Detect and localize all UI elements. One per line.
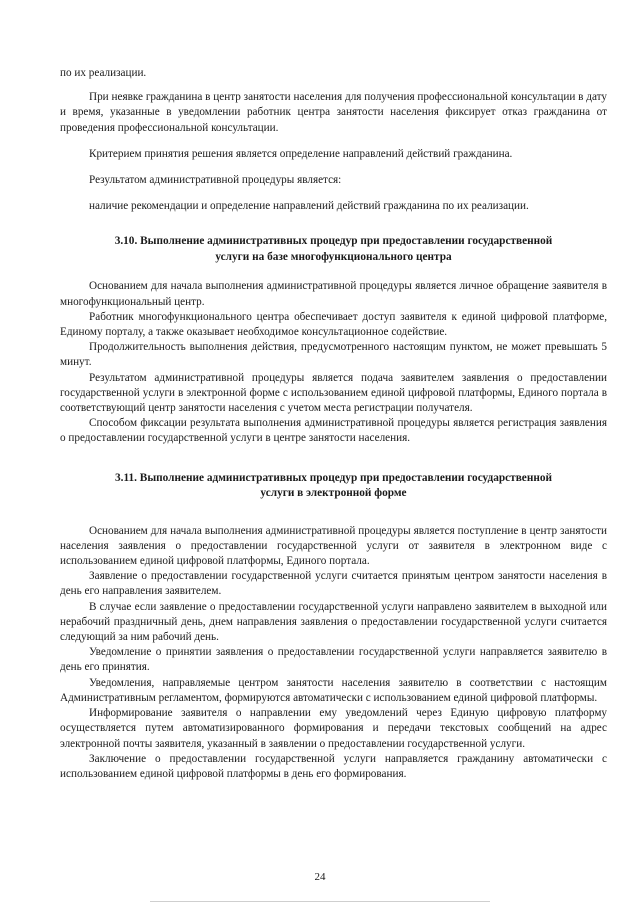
section-heading-3-10: 3.10. Выполнение административных процедур при предоставлении государственной услуги на базе многофункционального центра (114, 235, 553, 263)
paragraph-3-11-inform: Информирование заявителя о направлении ему уведомлений через Единую цифровую платформу осуществляется путем автоматизированного формирования и передачи текстовых сообщений на адрес электронной почты заявителя, указанный в заявлении о предоставлении государственной услуги. (60, 707, 607, 750)
paragraph-no-show: При неявке гражданина в центр занятости населения для получения профессиональной консультации в дату и время, указанные в уведомлении работник центра занятости населения фиксирует отказ гражданина от проведения профессиональной консультации. (60, 91, 607, 134)
paragraph-3-11-auto: Уведомления, направляемые центром занятости населения заявителю в соответствии с настоящим Административным регламентом, формируются автоматически с использованием единой цифровой платформы. (60, 676, 607, 704)
section-heading-3-11: 3.11. Выполнение административных процедур при предоставлении государственной услуги в электронной форме (115, 471, 552, 500)
footer-divider (150, 901, 490, 902)
paragraph-3-10-access: Работник многофункционального центра обеспечивает доступ заявителя к единой цифровой платформе, Единому порталу, а также оказывает необходимое консультационное содействие. (60, 310, 607, 339)
paragraph-result-value: наличие рекомендации и определение направлений действий гражданина по их реализации. (89, 200, 529, 213)
paragraph-3-11-notice: Уведомление о принятии заявления о предоставлении государственной услуги направляется заявителю в день его принятия. (60, 646, 607, 674)
paragraph-continuation: по их реализации. (60, 67, 147, 79)
paragraph-3-10-duration: Продолжительность выполнения действия, предусмотренного настоящим пунктом, не может превышать 5 минут. (60, 341, 607, 369)
paragraph-3-11-conclusion: Заключение о предоставлении государственной услуги направляется гражданину автоматически с использованием единой цифровой платформы в день его формирования. (60, 752, 607, 780)
page-number: 24 (314, 871, 326, 883)
document-page (60, 66, 607, 782)
paragraph-3-11-holiday: В случае если заявление о предоставлении государственной услуги направлено заявителем в выходной или нерабочий праздничный день, днем направления заявления о предоставлении государственной услуги считается следующий за ним рабочий день. (60, 600, 607, 644)
paragraph-3-10-basis: Основанием для начала выполнения административной процедуры является личное обращение заявителя в многофункциональный центр. (60, 280, 607, 308)
paragraph-3-10-result: Результатом административной процедуры является подача заявителем заявления о предоставлении государственной услуги в электронной форме с использованием единой цифровой платформы, Единого портала в соответствующий центр занятости населения с учетом места регистрации получателя. (60, 371, 607, 415)
paragraph-criterion: Критерием принятия решения является определение направлений действий гражданина. (89, 147, 513, 160)
paragraph-3-11-accepted: Заявление о предоставлении государственной услуги считается принятым центром занятости населения в день его направления заявителем. (60, 570, 607, 598)
paragraph-result-label: Результатом административной процедуры является: (89, 174, 342, 187)
paragraph-3-10-fixation: Способом фиксации результата выполнения административной процедуры является регистрация заявления о предоставлении государственной услуги в центре занятости населения. (60, 417, 607, 445)
paragraph-3-11-basis: Основанием для начала выполнения административной процедуры является поступление в центр занятости населения заявления о предоставлении государственной услуги от заявителя в электронном виде с использованием единой цифровой платформы, Единого портала. (60, 524, 607, 568)
